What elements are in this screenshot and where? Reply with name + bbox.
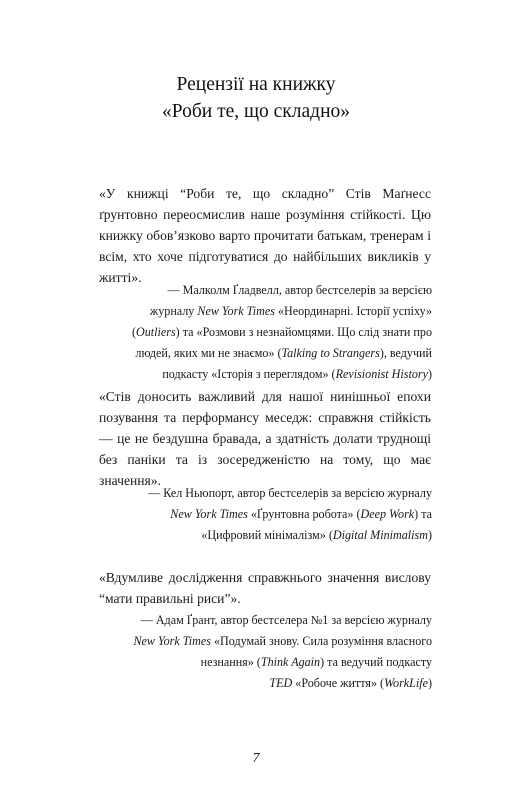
attribution-line (96, 631, 432, 652)
attribution-line (96, 610, 432, 631)
attribution-line (96, 525, 432, 546)
attribution-title-italic: New York Times (197, 304, 275, 318)
attribution-line (96, 673, 432, 694)
attribution-title-italic: Revisionist History (335, 367, 428, 381)
review-attribution (96, 280, 432, 385)
attribution-text: ( (131, 325, 137, 339)
page-title-line-2: «Роби те, що складно» (161, 101, 351, 122)
review-attribution (96, 483, 432, 546)
attribution-line (96, 364, 432, 385)
attribution-line (96, 504, 432, 525)
attribution-line (96, 483, 432, 504)
attribution-text: людей, яких ми не знаємо» ( (135, 346, 282, 360)
attribution-title-italic: Talking to Strangers (281, 346, 380, 360)
attribution-title-italic: WorkLife (384, 676, 428, 690)
attribution-text: — Адам Ґрант, автор бестселера №1 за версією журналу (140, 613, 432, 627)
page-number: 7 (252, 751, 260, 766)
attribution-title-italic: TED (269, 676, 293, 690)
attribution-title-italic: Think Again (260, 655, 321, 669)
attribution-text: ) (427, 528, 432, 542)
attribution-title-italic: New York Times (133, 634, 211, 648)
attribution-line (96, 280, 432, 301)
attribution-text: «Неординарні. Історії успіху» (274, 304, 432, 318)
attribution-text: ) та ведучий подкасту (320, 655, 432, 669)
attribution-text: ) та (414, 507, 432, 521)
attribution-title-italic: Outliers (136, 325, 176, 339)
attribution-text: «Ґрунтовна робота» ( (247, 507, 361, 521)
review-attribution (96, 610, 432, 694)
attribution-text: ) (427, 676, 432, 690)
attribution-line (96, 343, 432, 364)
attribution-text: «Цифровий мінімалізм» ( (201, 528, 333, 542)
attribution-text: подкасту «Історія з переглядом» ( (162, 367, 336, 381)
attribution-text: «Робоче життя» ( (292, 676, 385, 690)
attribution-line (96, 301, 432, 322)
attribution-title-italic: New York Times (170, 507, 248, 521)
page-title-line-1: Рецензії на книжку (176, 74, 336, 95)
attribution-text: ), ведучий (379, 346, 432, 360)
attribution-title-italic: Deep Work (360, 507, 415, 521)
review-quote: «Стів доносить важливий для нашої нинішньої епохи позування та перформансу меседж: справжня стійкість — це не бездушна бравада, а здатність долати труднощі без паніки та із зосередженістю на тому, що має значення». (99, 389, 431, 488)
attribution-text: — Кел Ньюпорт, автор бестселерів за версією журналу (148, 486, 432, 500)
attribution-line (96, 322, 432, 343)
attribution-line (96, 652, 432, 673)
attribution-text: незнання» ( (200, 655, 261, 669)
attribution-title-italic: Digital Minimalism (332, 528, 428, 542)
attribution-text: «Подумай знову. Сила розуміння власного (210, 634, 432, 648)
review-quote: «У книжці “Роби те, що складно” Стів Маґнесс ґрунтовно переосмислив наше розуміння стійкості. Цю книжку обов’язково варто прочитати батькам, тренерам і всім, хто хоче підготуватися до найбільших викликів у житті». (99, 186, 431, 285)
review-quote: «Вдумливе дослідження справжнього значення вислову “мати правильні риси”». (99, 570, 431, 606)
attribution-text: ) та «Розмови з незнайомцями. Що слід знати про (175, 325, 432, 339)
attribution-text: ) (427, 367, 432, 381)
attribution-text: журналу (149, 304, 198, 318)
attribution-text: — Малколм Ґладвелл, автор бестселерів за версією (167, 283, 432, 297)
